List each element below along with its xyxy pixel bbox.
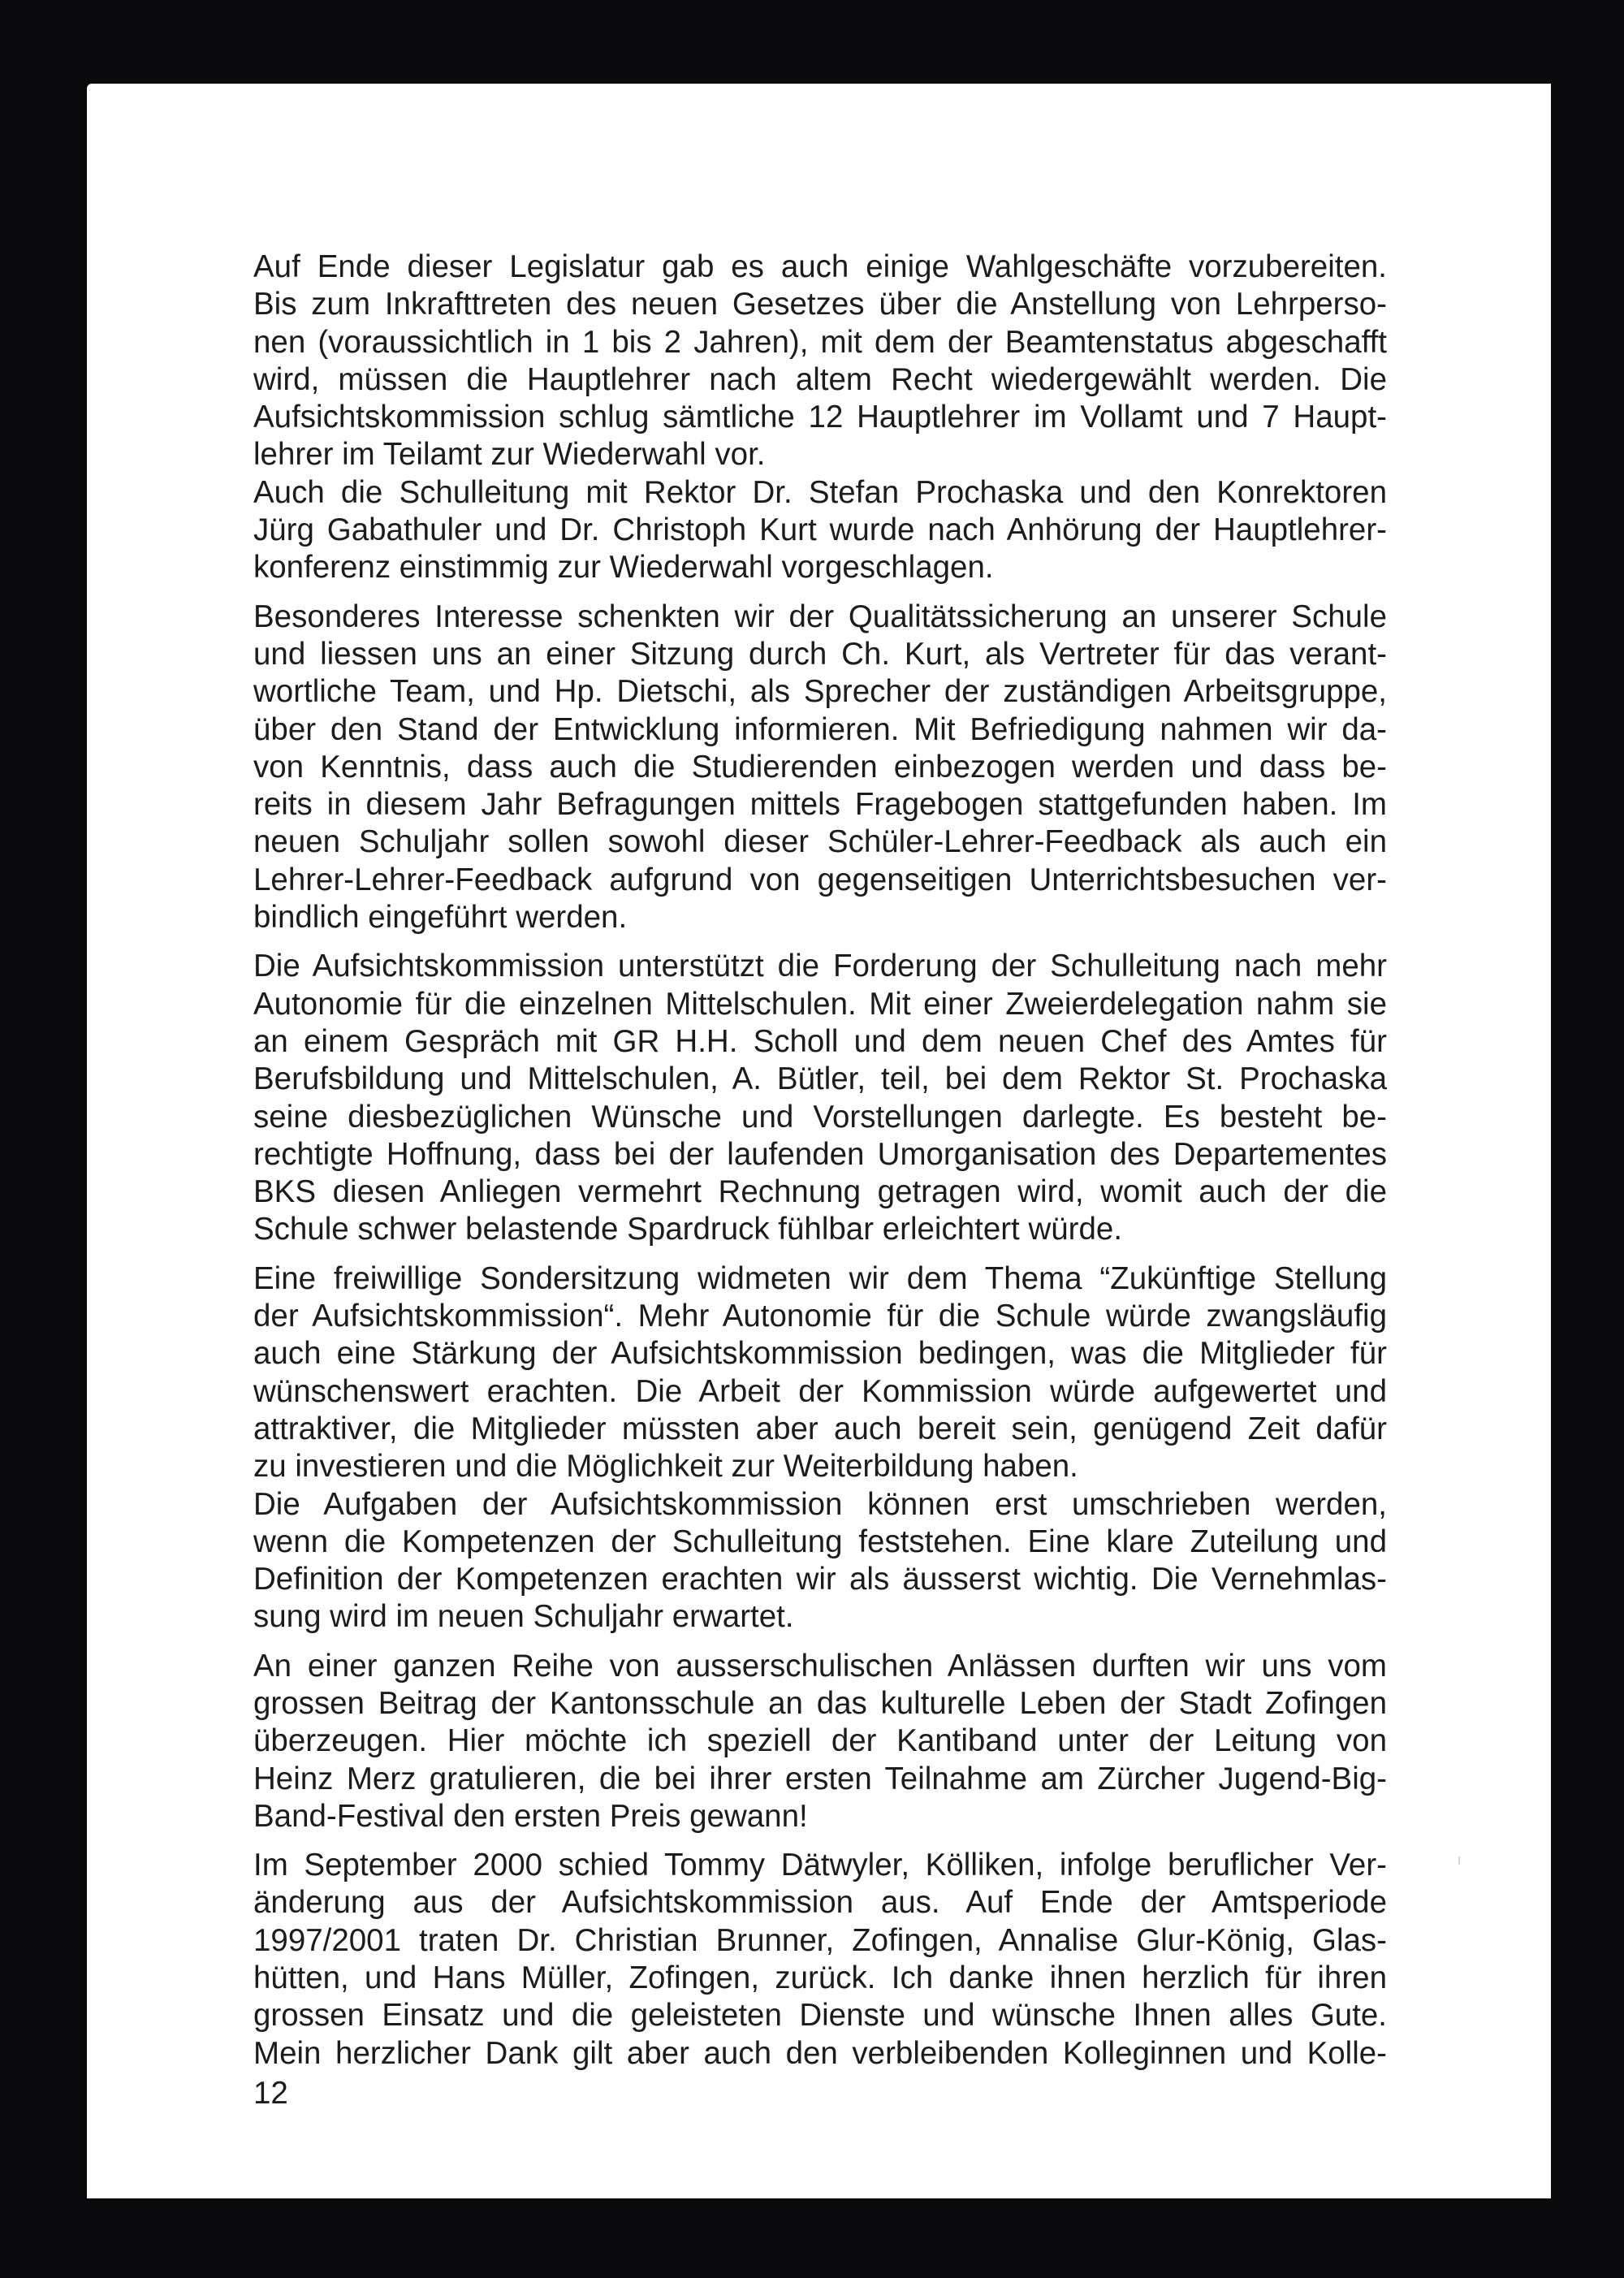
- text-line: und liessen uns an einer Sitzung durch Ch. Kurt, als Vertreter für das verant-: [253, 636, 1387, 672]
- text-line: Bis zum Inkrafttreten des neuen Gesetzes über die Anstellung von Lehrperso-: [253, 287, 1387, 322]
- text-line: Autonomie für die einzelnen Mittelschulen. Mit einer Zweierdelegation nahm sie: [253, 986, 1387, 1022]
- paragraph-gap: [253, 936, 1387, 948]
- text-line: wortliche Team, und Hp. Dietschi, als Sprecher der zuständigen Arbeitsgruppe,: [253, 674, 1387, 710]
- text-line: Band-Festival den ersten Preis gewann!: [253, 1798, 808, 1834]
- paragraph-kultur: [253, 1648, 1387, 1835]
- paragraph-gap: [253, 1249, 1387, 1260]
- text-line: neuen Schuljahr sollen sowohl dieser Schüler-Lehrer-Feedback als auch ein: [253, 824, 1387, 860]
- text-line: konferenz einstimmig zur Wiederwahl vorgeschlagen.: [253, 550, 994, 586]
- text-line: wird, müssen die Hauptlehrer nach altem Recht wiedergewählt werden. Die: [253, 361, 1387, 397]
- paragraph-wahlgeschaefte: [253, 249, 1387, 587]
- paragraph-ruecktritte: [253, 1847, 1387, 2073]
- text-line: wünschenswert erachten. Die Arbeit der Kommission würde aufgewertet und: [253, 1373, 1387, 1409]
- text-line: Lehrer-Lehrer-Feedback aufgrund von gegenseitigen Unterrichtsbesuchen ver-: [253, 862, 1387, 897]
- text-line: Berufsbildung und Mittelschulen, A. Bütler, teil, bei dem Rektor St. Prochaska: [253, 1061, 1387, 1097]
- text-line: Mein herzlicher Dank gilt aber auch den verbleibenden Kolleginnen und Kolle-: [253, 2035, 1387, 2071]
- text-line: Im September 2000 schied Tommy Dätwyler, Kölliken, infolge beruflicher Ver-: [253, 1848, 1387, 1883]
- text-line: von Kenntnis, dass auch die Studierenden einbezogen werden und dass be-: [253, 749, 1387, 785]
- text-line: Die Aufgaben der Aufsichtskommission können erst umschrieben werden,: [253, 1486, 1387, 1522]
- text-line: attraktiver, die Mitglieder müssten aber auch bereit sein, genügend Zeit dafür: [253, 1411, 1387, 1446]
- paragraph-autonomie: [253, 948, 1387, 1248]
- text-line: rechtigte Hoffnung, dass bei der laufenden Umorganisation des Departementes: [253, 1136, 1387, 1172]
- page-number: 12: [253, 2076, 288, 2111]
- text-line: 1997/2001 traten Dr. Christian Brunner, Zofingen, Annalise Glur-König, Glas-: [253, 1922, 1387, 1958]
- text-line: nen (voraussichtlich in 1 bis 2 Jahren), mit dem der Beamtenstatus abgeschafft: [253, 324, 1387, 360]
- text-line: zu investieren und die Möglichkeit zur Weiterbildung haben.: [253, 1449, 1078, 1485]
- text-line: Jürg Gabathuler und Dr. Christoph Kurt wurde nach Anhörung der Hauptlehrer-: [253, 512, 1387, 548]
- text-line: BKS diesen Anliegen vermehrt Rechnung getragen wird, womit auch der die: [253, 1174, 1387, 1210]
- text-line: Aufsichtskommission schlug sämtliche 12 Hauptlehrer im Vollamt und 7 Haupt-: [253, 400, 1387, 435]
- text-line: Heinz Merz gratulieren, die bei ihrer ersten Teilnahme am Zürcher Jugend-Big-: [253, 1761, 1387, 1796]
- text-line: sung wird im neuen Schuljahr erwartet.: [253, 1599, 794, 1635]
- text-line: reits in diesem Jahr Befragungen mittels Fragebogen stattgefunden haben. Im: [253, 787, 1387, 823]
- text-line: lehrer im Teilamt zur Wiederwahl vor.: [253, 437, 766, 473]
- document-page: [87, 84, 1551, 2198]
- text-line: seine diesbezüglichen Wünsche und Vorstellungen darlegte. Es besteht be-: [253, 1099, 1387, 1135]
- paragraph-qualitaetssicherung: [253, 599, 1387, 937]
- scan-mark: [1458, 1857, 1460, 1865]
- paragraph-gap: [253, 1835, 1387, 1847]
- text-line: über den Stand der Entwicklung informieren. Mit Befriedigung nahmen wir da-: [253, 711, 1387, 747]
- paragraph-gap: [253, 587, 1387, 599]
- text-line: grossen Einsatz und die geleisteten Dienste und wünsche Ihnen alles Gute.: [253, 1998, 1387, 2034]
- paragraph-gap: [253, 1636, 1387, 1648]
- text-line: Eine freiwillige Sondersitzung widmeten wir dem Thema “Zukünftige Stellung: [253, 1260, 1387, 1296]
- body-text: [253, 249, 1387, 2073]
- text-line: bindlich eingeführt werden.: [253, 900, 628, 936]
- text-line: Besonderes Interesse schenkten wir der Qualitätssicherung an unserer Schule: [253, 599, 1387, 634]
- text-line: grossen Beitrag der Kantonsschule an das kulturelle Leben der Stadt Zofingen: [253, 1685, 1387, 1721]
- text-line: Auch die Schulleitung mit Rektor Dr. Stefan Prochaska und den Konrektoren: [253, 474, 1387, 510]
- text-line: Schule schwer belastende Spardruck fühlbar erleichtert würde.: [253, 1212, 1123, 1247]
- paragraph-sondersitzung: [253, 1260, 1387, 1636]
- text-line: überzeugen. Hier möchte ich speziell der Kantiband unter der Leitung von: [253, 1723, 1387, 1759]
- text-line: an einem Gespräch mit GR H.H. Scholl und dem neuen Chef des Amtes für: [253, 1023, 1387, 1059]
- text-line: änderung aus der Aufsichtskommission aus. Auf Ende der Amtsperiode: [253, 1885, 1387, 1921]
- text-line: auch eine Stärkung der Aufsichtskommission bedingen, was die Mitglieder für: [253, 1336, 1387, 1372]
- text-line: An einer ganzen Reihe von ausserschulischen Anlässen durften wir uns vom: [253, 1648, 1387, 1684]
- text-line: der Aufsichtskommission“. Mehr Autonomie für die Schule würde zwangsläufig: [253, 1299, 1387, 1334]
- text-line: Definition der Kompetenzen erachten wir als äusserst wichtig. Die Vernehmlas-: [253, 1562, 1387, 1597]
- text-line: hütten, und Hans Müller, Zofingen, zurück. Ich danke ihnen herzlich für ihren: [253, 1960, 1387, 1996]
- text-line: Die Aufsichtskommission unterstützt die Forderung der Schulleitung nach mehr: [253, 949, 1387, 984]
- text-line: Auf Ende dieser Legislatur gab es auch einige Wahlgeschäfte vorzubereiten.: [253, 249, 1387, 284]
- text-line: wenn die Kompetenzen der Schulleitung feststehen. Eine klare Zuteilung und: [253, 1524, 1387, 1559]
